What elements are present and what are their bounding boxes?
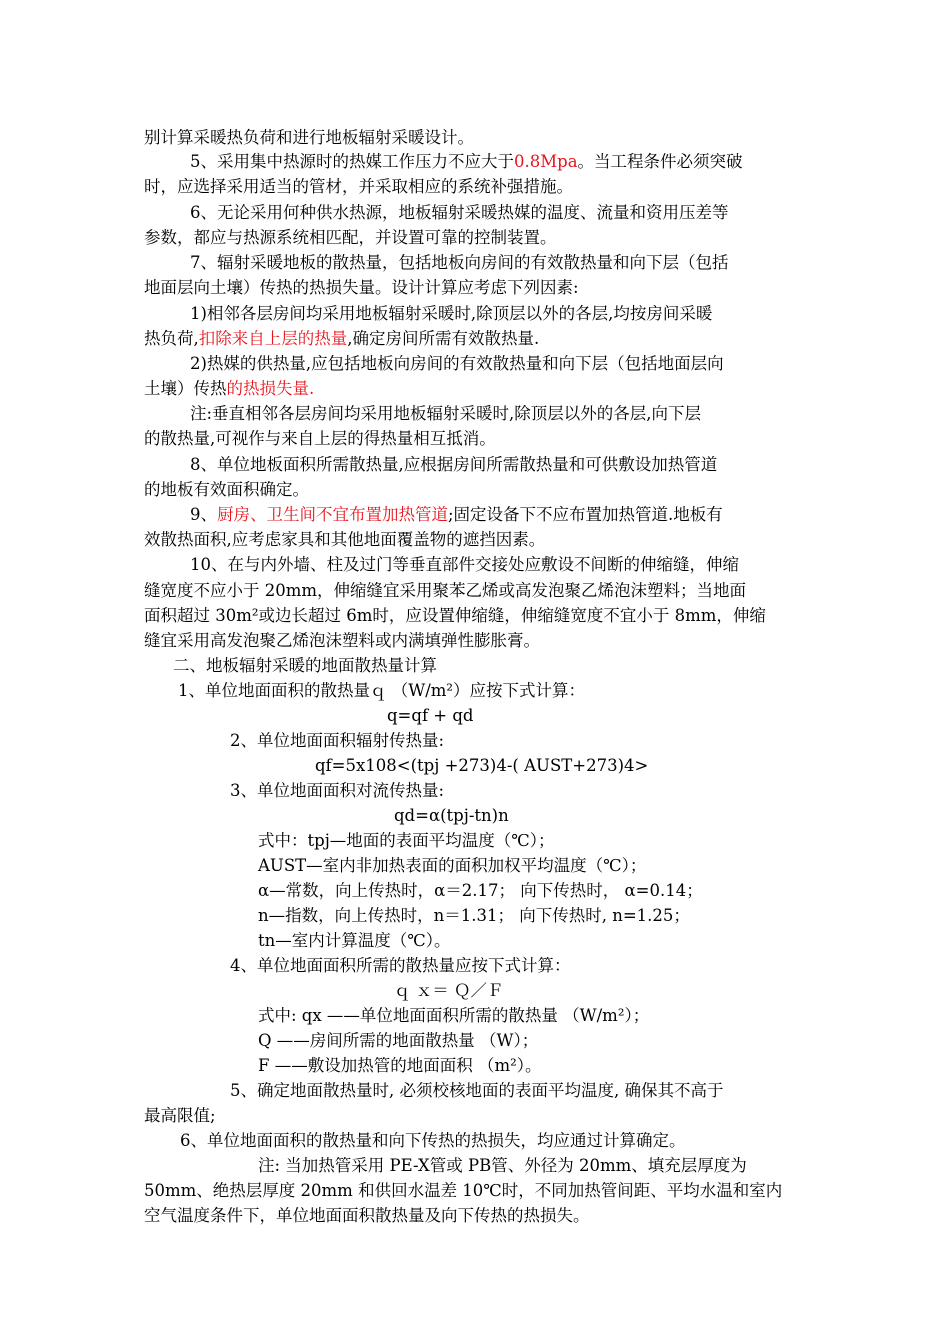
formula: qd=α(tpj-tn)n — [394, 806, 509, 825]
section-heading: 二、地板辐射采暖的地面散热量计算 — [173, 656, 437, 675]
text-line: 2)热媒的供热量,应包括地板向房间的有效散热量和向下层（包括地面层向 — [190, 354, 724, 373]
text-line: 注:垂直相邻各层房间均采用地板辐射采暖时,除顶层以外的各层,向下层 — [190, 404, 702, 423]
text-line: 时，应选择采用适当的管材，并采取相应的系统补强措施。 — [144, 177, 573, 196]
text-line: 的地板有效面积确定。 — [144, 480, 309, 499]
text-line: 别计算采暖热负荷和进行地板辐射采暖设计。 — [144, 128, 474, 147]
text-line: 9、厨房、卫生间不宜布置加热管道;固定设备下不应布置加热管道.地板有 — [190, 505, 723, 524]
text-line: Q ——房间所需的地面散热量 （W）； — [258, 1031, 539, 1050]
formula: q=qf + qd — [387, 706, 474, 725]
text-line: 5、采用集中热源时的热媒工作压力不应大于0.8Mpa。当工程条件必须突破 — [190, 152, 743, 171]
highlight-text: 扣除来自上层的热量 — [198, 329, 348, 348]
text-line: 土壤）传热的热损失量. — [144, 379, 315, 398]
text-line: F ——敷设加热管的地面面积 （m²）。 — [258, 1056, 542, 1075]
text-line: 50mm、绝热层厚度 20mm 和供回水温差 10℃时，不同加热管间距、平均水温和室内 — [144, 1181, 783, 1200]
text-line: 10、在与内外墙、柱及过门等垂直部件交接处应敷设不间断的伸缩缝，伸缩 — [190, 555, 739, 574]
text-line: 缝宜采用高发泡聚乙烯泡沫塑料或内满填弹性膨胀膏。 — [144, 631, 540, 650]
text-line: tn—室内计算温度（℃）。 — [258, 931, 451, 950]
text-line: 7、辐射采暖地板的散热量，包括地板向房间的有效散热量和向下层（包括 — [190, 253, 729, 272]
formula: qf=5x108<(tpj +273)4-( AUST+273)4> — [315, 756, 649, 775]
text-line: 的散热量,可视作与来自上层的得热量相互抵消。 — [144, 429, 496, 448]
text-line: 1、单位地面面积的散热量ｑ （W/m²）应按下式计算： — [178, 681, 586, 700]
text-line: 2、单位地面面积辐射传热量: — [230, 731, 445, 750]
highlight-text: 0.8Mpa — [514, 152, 578, 171]
text-line: 8、单位地板面积所需散热量,应根据房间所需散热量和可供敷设加热管道 — [190, 455, 718, 474]
text-line: 注: 当加热管采用 PE-X管或 PB管、外径为 20mm、填充层厚度为 — [258, 1156, 747, 1175]
highlight-text: 厨房、卫生间不宜布置加热管道 — [217, 505, 448, 524]
text-line: 缝宽度不应小于 20mm，伸缩缝宜采用聚苯乙烯或高发泡聚乙烯泡沫塑料；当地面 — [144, 581, 747, 600]
formula: ｑ ｘ＝ Ｑ／Ｆ — [394, 981, 504, 1000]
text-line: 1)相邻各层房间均采用地板辐射采暖时,除顶层以外的各层,均按房间采暖 — [190, 304, 713, 323]
text-line: 参数，都应与热源系统相匹配，并设置可靠的控制装置。 — [144, 228, 557, 247]
text-line: n—指数，向上传热时，n＝1.31； 向下传热时, n=1.25； — [258, 906, 690, 925]
text-line: 空气温度条件下，单位地面面积散热量及向下传热的热损失。 — [144, 1206, 590, 1225]
text-line: 4、单位地面面积所需的散热量应按下式计算： — [230, 956, 571, 975]
text-line: 6、无论采用何种供水热源，地板辐射采暖热媒的温度、流量和资用压差等 — [190, 203, 729, 222]
text-line: 6、单位地面面积的散热量和向下传热的热损失，均应通过计算确定。 — [180, 1131, 686, 1150]
text-line: 地面层向土壤）传热的热损失量。设计计算应考虑下列因素: — [144, 278, 579, 297]
text-line: 5、确定地面散热量时, 必须校核地面的表面平均温度, 确保其不高于 — [230, 1081, 724, 1100]
highlight-text: 的热损失量. — [226, 379, 315, 398]
text-line: 式中: qx ——单位地面面积所需的散热量 （W/m²）； — [258, 1006, 650, 1025]
text-line: AUST—室内非加热表面的面积加权平均温度（℃）； — [258, 856, 647, 875]
text-line: 效散热面积,应考虑家具和其他地面覆盖物的遮挡因素。 — [144, 530, 546, 549]
text-line: 3、单位地面面积对流传热量: — [230, 781, 445, 800]
text-line: 面积超过 30m²或边长超过 6m时，应设置伸缩缝，伸缩缝宽度不宜小于 8mm，伸缩 — [144, 606, 766, 625]
text-line: 最高限值; — [144, 1106, 216, 1125]
text-line: 式中：tpj—地面的表面平均温度（℃）； — [258, 831, 555, 850]
text-line: α—常数，向上传热时，α＝2.17； 向下传热时， α=0.14； — [258, 881, 703, 900]
text-line: 热负荷,扣除来自上层的热量,确定房间所需有效散热量. — [144, 329, 540, 348]
